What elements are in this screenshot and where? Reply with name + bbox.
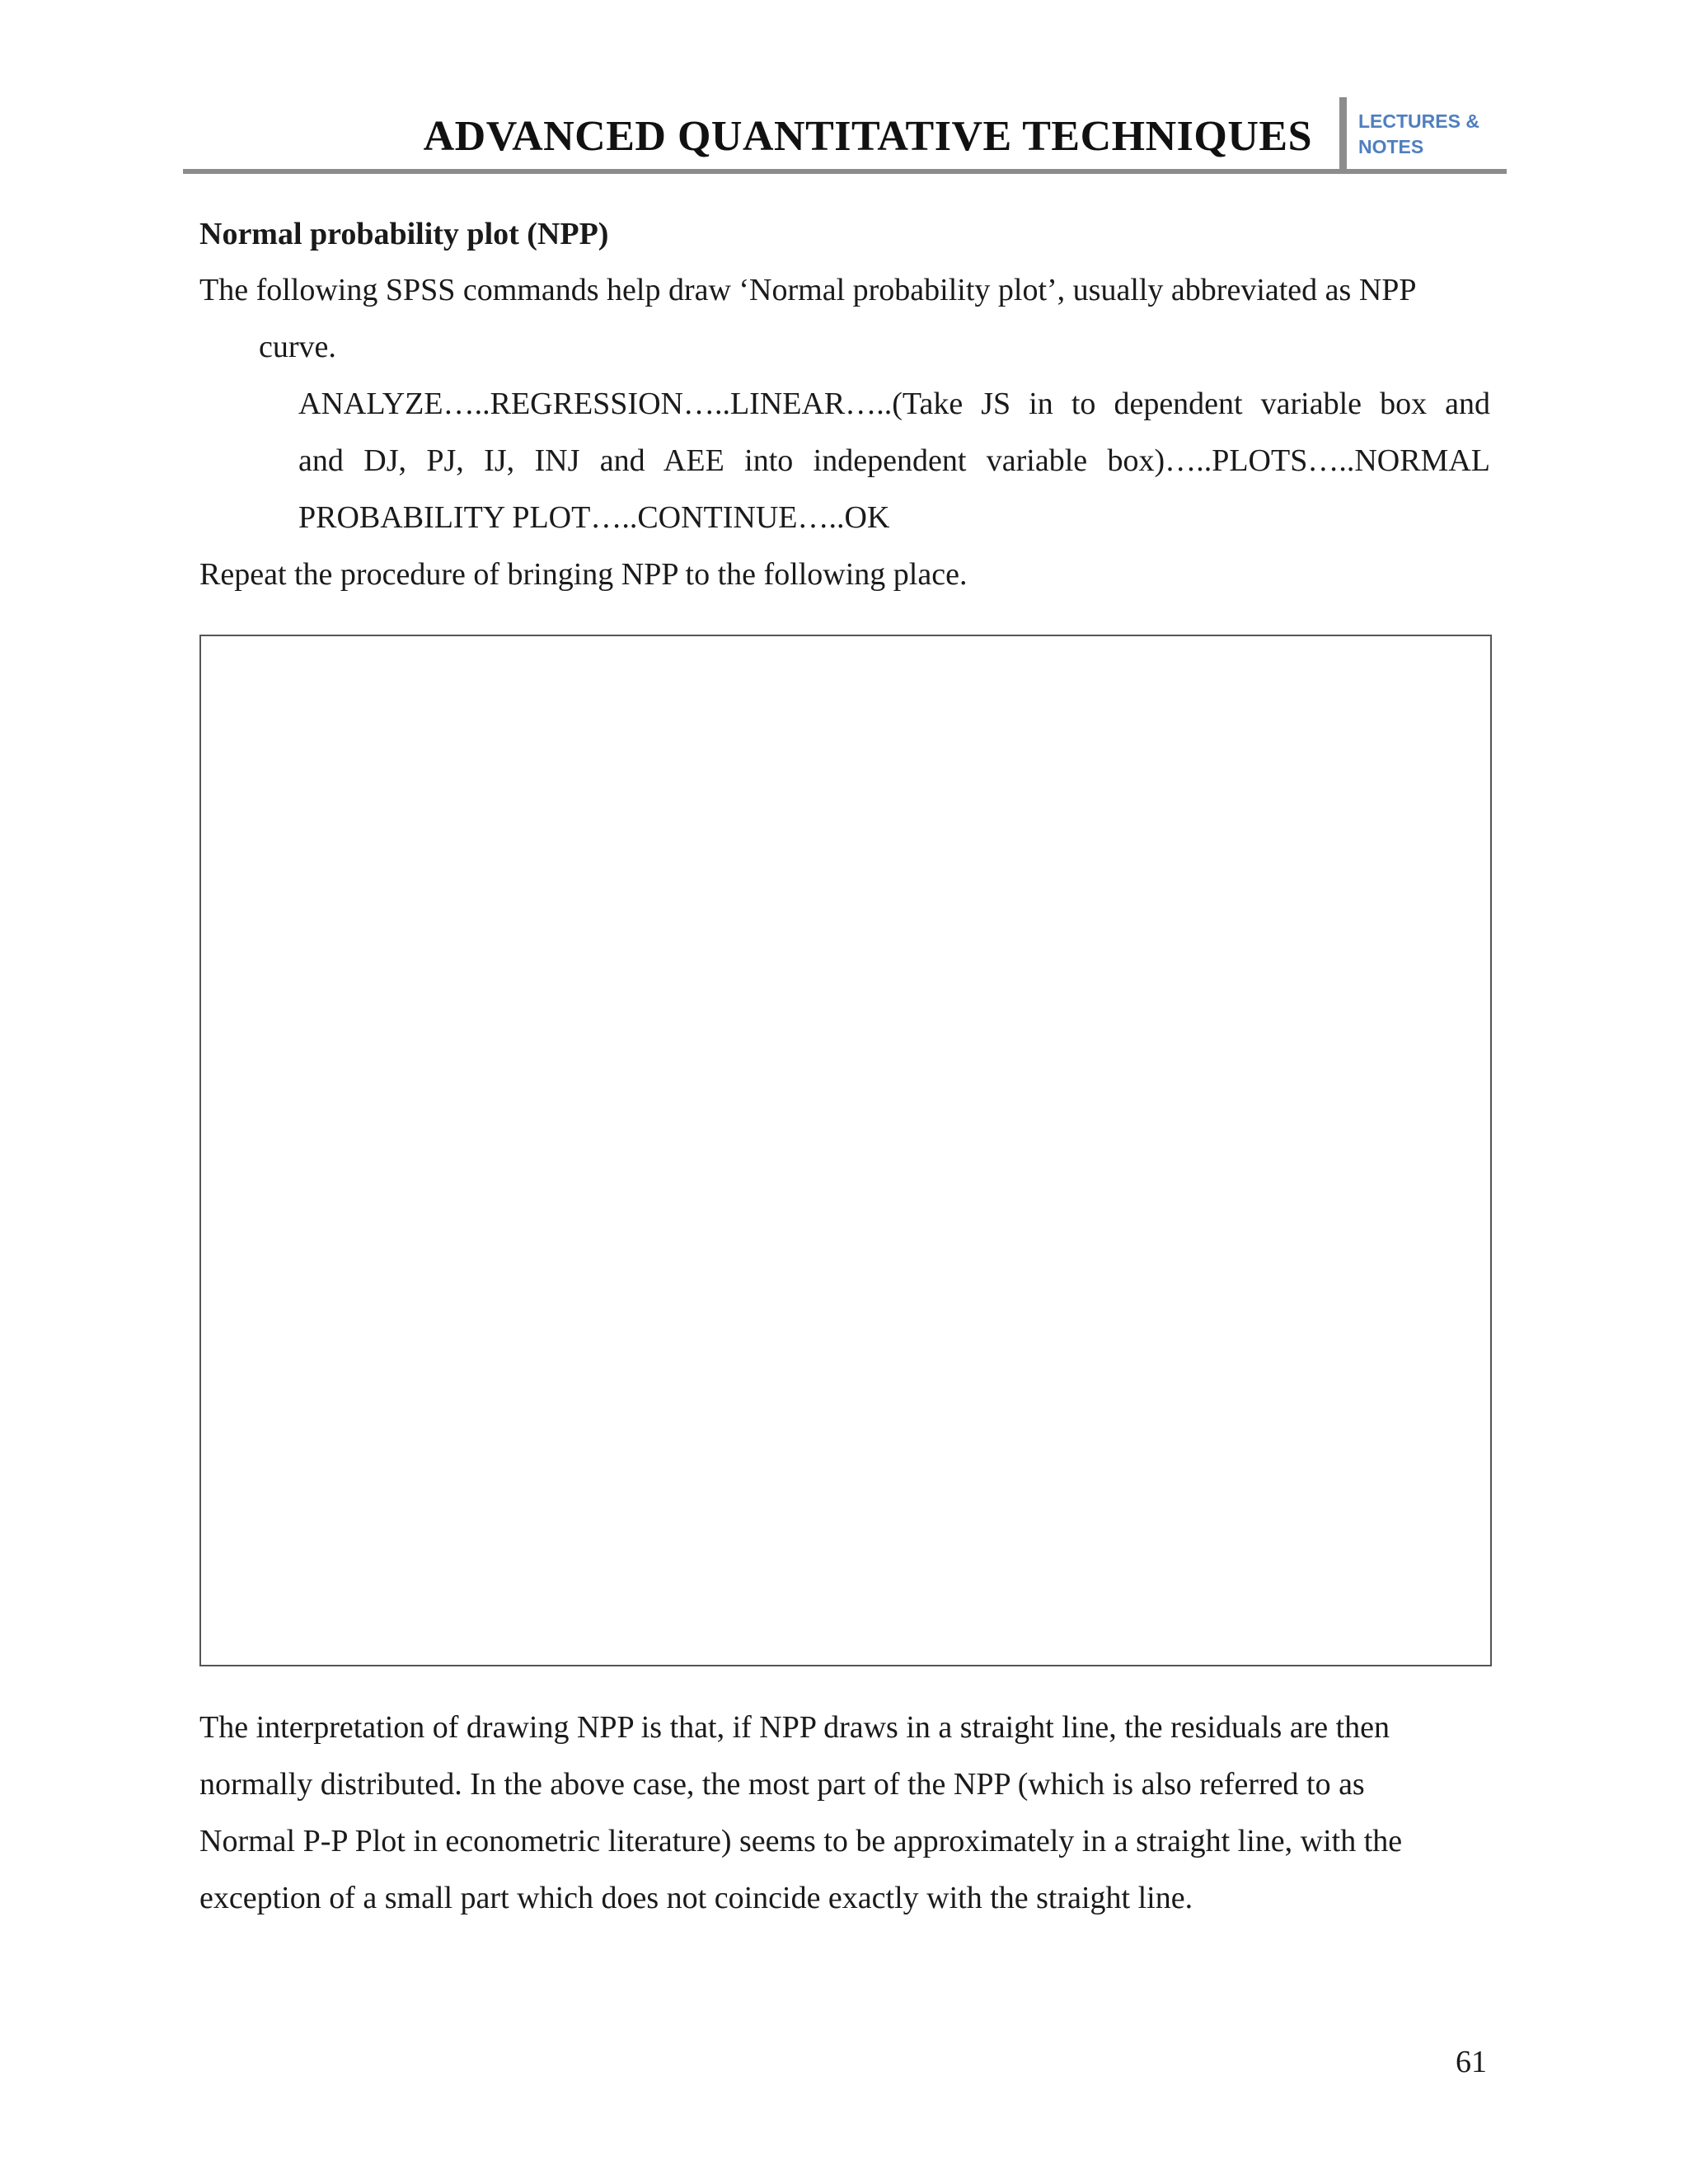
header-side-line-1: LECTURES & [1358, 110, 1479, 132]
page-number: 61 [1456, 2045, 1487, 2079]
interpretation-line-2: normally distributed. In the above case, the most part of the NPP (which is also referred to as [199, 1767, 1365, 1802]
header-title: ADVANCED QUANTITATIVE TECHNIQUES [423, 113, 1312, 160]
page-header [183, 97, 1507, 173]
interpretation-line-1: The interpretation of drawing NPP is that, if NPP draws in a straight line, the residuals are then [199, 1710, 1390, 1745]
interpretation-line-3: Normal P-P Plot in econometric literature) seems to be approximately in a straight line, with the [199, 1824, 1403, 1858]
header-side-label [1358, 109, 1479, 160]
command-line-2: and DJ, PJ, IJ, INJ and AEE into independent variable box)…..PLOTS…..NORMAL [298, 443, 1490, 478]
header-divider [1339, 97, 1347, 170]
header-rule [183, 169, 1507, 174]
interpretation-line-4: exception of a small part which does not coincide exactly with the straight line. [199, 1881, 1193, 1915]
repeat-instruction: Repeat the procedure of bringing NPP to the following place. [199, 557, 968, 592]
command-line-3: PROBABILITY PLOT…..CONTINUE…..OK [298, 500, 890, 535]
intro-line-2: curve. [259, 330, 336, 364]
header-side-line-2: NOTES [1358, 136, 1424, 157]
intro-line-1: The following SPSS commands help draw ‘Normal probability plot’, usually abbreviated as NPP [199, 273, 1417, 307]
npp-figure-placeholder [199, 635, 1492, 1666]
command-line-1: ANALYZE…..REGRESSION…..LINEAR…..(Take JS in to dependent variable box and [298, 387, 1490, 421]
section-heading: Normal probability plot (NPP) [199, 217, 609, 251]
